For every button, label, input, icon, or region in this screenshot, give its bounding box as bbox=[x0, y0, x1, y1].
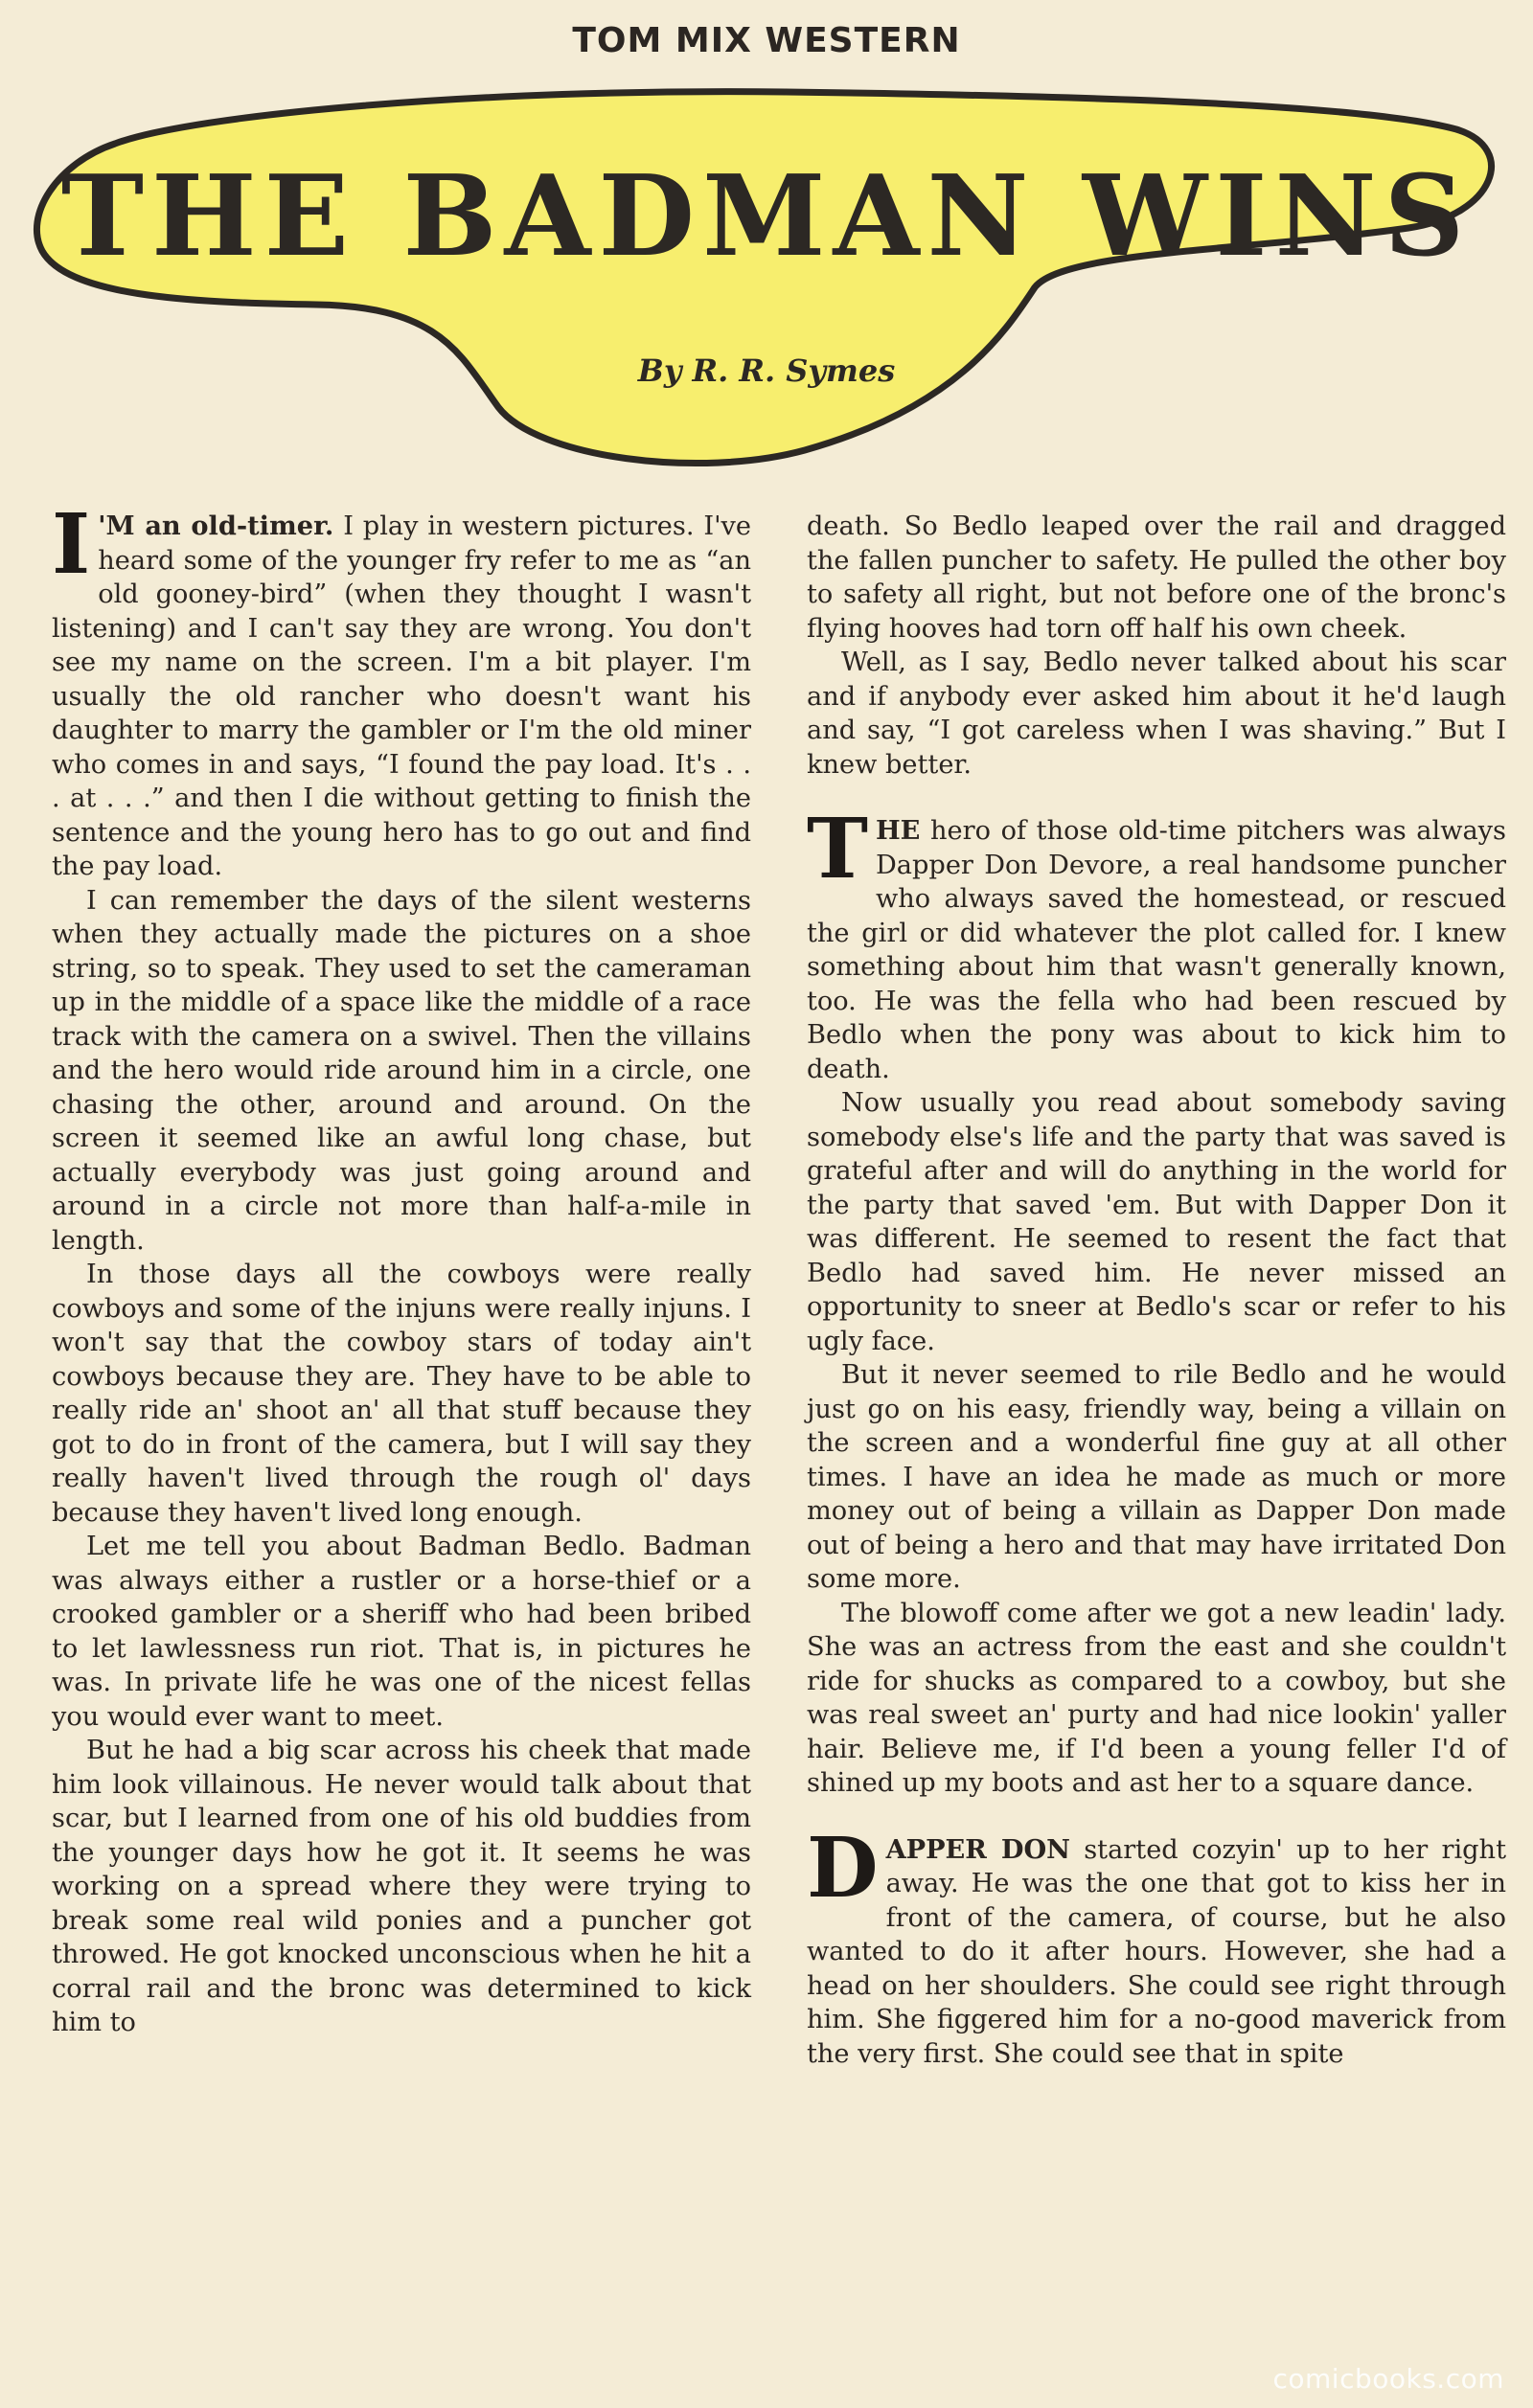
site-watermark: comicbooks.com bbox=[1272, 2363, 1504, 2395]
paragraph-text: started cozyin' up to her right away. He was the one that got to kiss her in front of the camera, of course, but he also wanted to do it after hours. However, she had a head on her shoulders. She could see right through him. She figgered him for a no-good maverick from the very first. She could see that in spite bbox=[807, 1834, 1506, 2069]
drop-cap: D bbox=[807, 1819, 879, 1917]
paragraph-4: Let me tell you about Badman Bedlo. Badman was always either a rustler or a horse-thief or a crooked gambler or a sheriff who had been bribed to let lawlessness run riot. That is, in pictures he was. In private life he was one of the nicest fellas you would ever want to meet. bbox=[52, 1532, 751, 1732]
paragraph-2: I can remember the days of the silent westerns when they actually made the pictures on a shoe string, so to speak. They used to set the cameraman up in the middle of a space like the middle of a race track with the camera on a swivel. Then the villains and the hero would ride around him in a circle, one chasing the other, around and around. On the screen it seemed like an awful long chase, but actually everybody was just going around and around in a circle not more than half-a-mile in length. bbox=[52, 885, 751, 1256]
paragraph-6: death. So Bedlo leaped over the rail and dragged the fallen puncher to safety. He pulled the other boy to safety all right, but not before one of the bronc's flying hooves had torn off half his own cheek. bbox=[807, 511, 1506, 644]
drop-cap: T bbox=[807, 801, 868, 897]
paragraph-8 bbox=[807, 801, 1506, 1086]
left-column bbox=[52, 496, 751, 2349]
lead-in: APPER DON bbox=[885, 1833, 1071, 1865]
paragraph-text: hero of those old-time pitchers was always Dapper Don Devore, a real handsome puncher who always saved the homestead, or rescued the girl or did whatever the plot called for. I knew something about him that wasn't generally known, too. He was the fella who had been rescued by Bedlo when the pony was about to kick him to death. bbox=[807, 816, 1506, 1084]
running-head: TOM MIX WESTERN bbox=[572, 21, 961, 60]
paragraph-9: Now usually you read about somebody saving somebody else's life and the party that was saved is grateful after and will do anything in the world for the party that saved 'em. But with Dapper Don it was different. He seemed to resent the fact that Bedlo had saved him. He never missed an opportunity to sneer at Bedlo's scar or refer to his ugly face. bbox=[807, 1088, 1506, 1356]
lead-in: 'M an old-timer. bbox=[98, 511, 334, 541]
paragraph-text: I play in western pictures. I've heard some of the younger fry refer to me as “an old gooney-bird” (when they thought I wasn't listening) and I can't say they are wrong. You don't see my name on the screen. I'm a bit player. I'm usually the old rancher who doesn't want his daughter to marry the gambler or I'm the old miner who comes in and says, “I found the pay load. It's . . . at . . .” and then I die without getting to finish the sentence and the young hero has to go out and find the pay load. bbox=[52, 511, 751, 881]
paragraph-7: Well, as I say, Bedlo never talked about his scar and if anybody ever asked him about it he'd laugh and say, “I got careless when I was shaving.” But I knew better. bbox=[807, 647, 1506, 780]
lead-in: HE bbox=[876, 815, 921, 846]
story-title: THE BADMAN WINS bbox=[60, 151, 1473, 282]
paragraph-3: In those days all the cowboys were really cowboys and some of the injuns were really injuns. I won't say that the cowboy stars of today ain't cowboys because they are. They have to be able to really ride an' shoot an' all that stuff because they got to do in front of the camera, but I will say they really haven't lived through the rough ol' days because they haven't lived long enough. bbox=[52, 1260, 751, 1528]
drop-cap: I bbox=[52, 496, 91, 593]
paragraph-11: The blowoff come after we got a new leadin' lady. She was an actress from the east and she couldn't ride for shucks as compared to a cowboy, but she was real sweet an' purty and had nice lookin' yaller hair. Believe me, if I'd been a young feller I'd of shined up my boots and ast her to a square dance. bbox=[807, 1598, 1506, 1798]
paragraph-1 bbox=[52, 496, 751, 884]
byline: By R. R. Symes bbox=[637, 352, 896, 389]
paragraph-5: But he had a big scar across his cheek that made him look villainous. He never would talk about that scar, but I learned from one of his old buddies from the younger days how he got it. It seems he was working on a spread where they were trying to break some real wild ponies and a puncher got throwed. He got knocked unconscious when he hit a corral rail and the bronc was determined to kick him to bbox=[52, 1736, 751, 2037]
right-column bbox=[807, 510, 1506, 2349]
paragraph-12 bbox=[807, 1819, 1506, 2072]
paragraph-10: But it never seemed to rile Bedlo and he would just go on his easy, friendly way, being a villain on the screen and a wonderful fine guy at all other times. I have an idea he made as much or more money out of being a villain as Dapper Don made out of being a hero and that may have irritated Don some more. bbox=[807, 1360, 1506, 1594]
